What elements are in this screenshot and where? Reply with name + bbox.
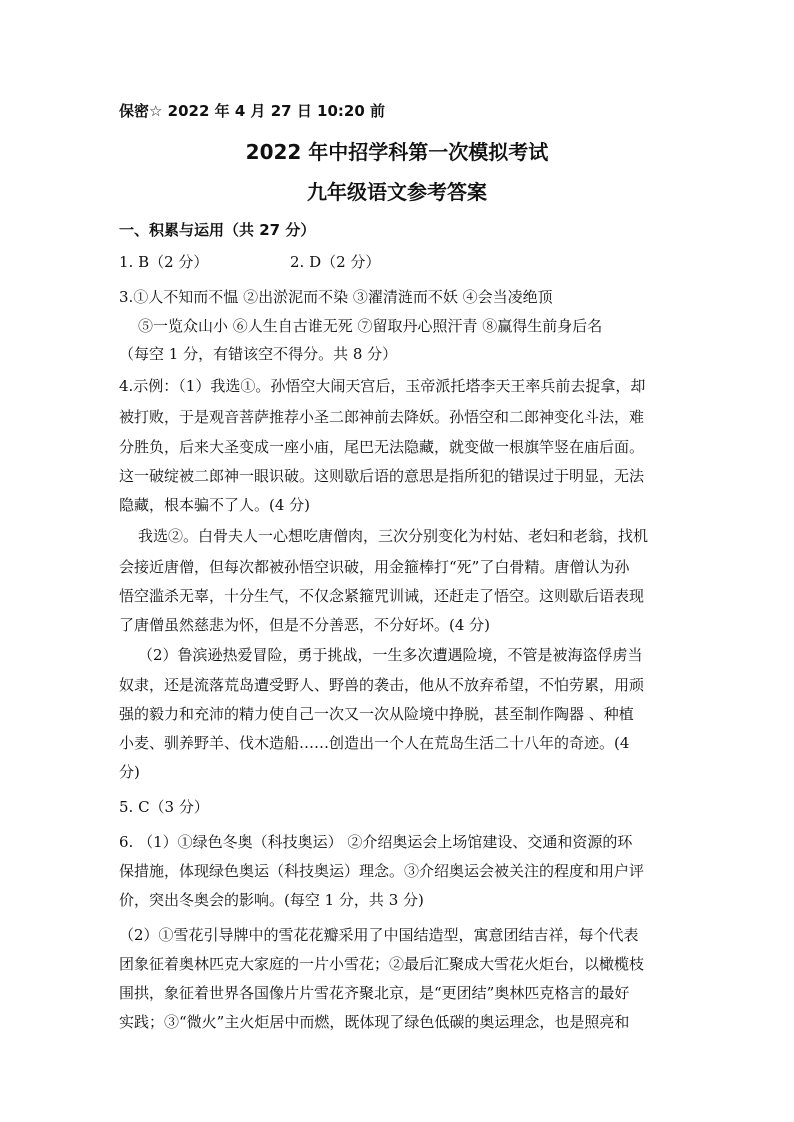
answer-q4-line: 强的毅力和充沛的精力使自己一次又一次从险境中挣脱，甚至制作陶器 、种植 <box>119 705 634 723</box>
answer-q4-line: 4.示例：（1）我选①。孙悟空大闹天宫后，玉帝派托塔李天王率兵前去捉拿，却 <box>119 377 646 395</box>
answer-q4-line: 这一破绽被二郎神一眼识破。这则歇后语的意思是指所犯的错误过于明显，无法 <box>119 467 645 485</box>
answer-q4-line: （2）鲁滨逊热爱冒险，勇于挑战，一生多次遭遇险境，不管是被海盗俘虏当 <box>138 646 643 664</box>
answer-q4-line: 小麦、驯养野羊、伐木造船……创造出一个人在荒岛生活二十八年的奇迹。(4 <box>119 734 630 752</box>
answer-q3-line1: 3.①人不知而不愠 ②出淤泥而不染 ③濯清涟而不妖 ④会当凌绝顶 <box>119 288 553 306</box>
answer-q4-line: 分) <box>119 763 140 781</box>
answer-q2: 2. D（2 分） <box>290 253 381 271</box>
answer-q5: 5. C（3 分） <box>119 798 209 816</box>
answer-q4-line: 被打败，于是观音菩萨推荐小圣二郎神前去降妖。孙悟空和二郎神变化斗法，难 <box>119 408 645 426</box>
answer-q6-line: 团象征着奥林匹克大家庭的一片小雪花；②最后汇聚成大雪花火炬台，以橄榄枝 <box>119 955 645 973</box>
answer-q6-line: 围拱，象征着世界各国像片片雪花齐聚北京，是“更团结”奥林匹克格言的最好 <box>119 984 630 1002</box>
section-heading: 一、积累与运用（共 27 分） <box>119 221 316 239</box>
answer-q6-line: （2）①雪花引导牌中的雪花花瓣采用了中国结造型，寓意团结吉祥，每个代表 <box>119 926 639 944</box>
answer-q1: 1. B（2 分） <box>119 253 209 271</box>
answer-q4-line: 我选②。白骨夫人一心想吃唐僧肉，三次分别变化为村姑、老妇和老翁，找机 <box>138 527 649 545</box>
answer-q4-line: 隐藏，根本骗不了人。(4 分) <box>119 496 311 514</box>
answer-q6-line: 实践；③“微火”主火炬居中而燃，既体现了绿色低碳的奥运理念，也是照亮和 <box>119 1013 630 1031</box>
answer-q6-line: 6. （1）①绿色冬奥（科技奥运） ②介绍奥运会上场馆建设、交通和资源的环 <box>119 833 633 851</box>
answer-q4-line: 悟空滥杀无辜，十分生气，不仅念紧箍咒训诫，还赶走了悟空。这则歇后语表现 <box>119 587 645 605</box>
answer-key-title: 九年级语文参考答案 <box>307 180 487 204</box>
confidential-notice: 保密☆ 2022 年 4 月 27 日 10:20 前 <box>119 102 386 120</box>
answer-q6-line: 保措施，体现绿色奥运（科技奥运）理念。③介绍奥运会被关注的程度和用户评 <box>119 862 645 880</box>
answer-q4-line: 分胜负，后来大圣变成一座小庙，尾巴无法隐藏，就变做一根旗竿竖在庙后面。 <box>119 438 645 456</box>
answer-q4-line: 会接近唐僧，但每次都被孙悟空识破，用金箍棒打“死”了白骨精。唐僧认为孙 <box>119 558 630 576</box>
answer-q6-line: 价，突出冬奥会的影响。(每空 1 分，共 3 分) <box>119 891 424 909</box>
answer-q3-scoring: （每空 1 分，有错该空不得分。共 8 分） <box>119 345 398 363</box>
answer-q4-line: 奴隶，还是流落荒岛遭受野人、野兽的袭击，他从不放弃希望，不怕劳累，用顽 <box>119 676 645 694</box>
exam-title: 2022 年中招学科第一次模拟考试 <box>245 140 549 164</box>
answer-q4-line: 了唐僧虽然慈悲为怀，但是不分善恶，不分好坏。(4 分) <box>119 616 491 634</box>
answer-q3-line2: ⑤一览众山小 ⑥人生自古谁无死 ⑦留取丹心照汗青 ⑧赢得生前身后名 <box>138 317 603 335</box>
